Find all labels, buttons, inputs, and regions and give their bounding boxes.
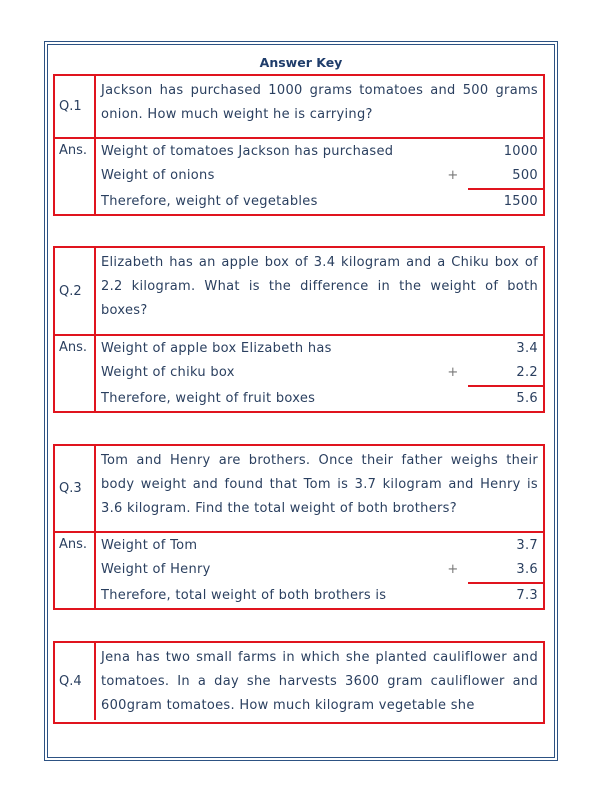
question-label: Q.1 bbox=[55, 76, 96, 137]
answer-line-text: Therefore, total weight of both brothers is bbox=[101, 588, 387, 603]
page-title: Answer Key bbox=[259, 55, 343, 70]
answer-line bbox=[101, 384, 538, 411]
answer-line bbox=[101, 360, 538, 384]
question-row bbox=[55, 446, 543, 531]
question-text: Tom and Henry are brothers. Once their father weighs their body weight and found that Tom is 3.7 kilogram and Henry is 3.6 kilogram. Find the total weight of both brothers? bbox=[101, 453, 538, 516]
sum-rule bbox=[468, 385, 545, 387]
answer-line-text: Therefore, weight of fruit boxes bbox=[101, 391, 316, 406]
question-block-2 bbox=[53, 246, 545, 413]
answer-line bbox=[101, 139, 538, 163]
question-label: Q.3 bbox=[55, 446, 96, 531]
answer-value: 1500 bbox=[503, 194, 538, 209]
answer-line bbox=[101, 557, 538, 581]
plus-sign: + bbox=[447, 364, 459, 380]
answer-value: 2.2 bbox=[516, 364, 538, 380]
question-row bbox=[55, 76, 543, 137]
plus-sign: + bbox=[447, 167, 459, 183]
question-label: Q.4 bbox=[55, 643, 96, 720]
answer-line bbox=[101, 187, 538, 214]
answer-value: 7.3 bbox=[516, 588, 538, 603]
answer-value: 3.4 bbox=[516, 340, 538, 356]
question-row bbox=[55, 643, 543, 720]
answer-line bbox=[101, 581, 538, 608]
answer-label: Ans. bbox=[55, 336, 96, 411]
question-row bbox=[55, 248, 543, 334]
sum-rule bbox=[468, 188, 545, 190]
answer-line-text: Weight of apple box Elizabeth has bbox=[101, 340, 332, 356]
question-label: Q.2 bbox=[55, 248, 96, 334]
question-block-3 bbox=[53, 444, 545, 610]
answer-line-text: Weight of tomatoes Jackson has purchased bbox=[101, 143, 394, 159]
answer-line bbox=[101, 163, 538, 187]
answer-line-text: Weight of onions bbox=[101, 167, 215, 183]
answer-row bbox=[55, 137, 543, 214]
answer-line-text: Weight of chiku box bbox=[101, 364, 235, 380]
answer-row bbox=[55, 334, 543, 411]
sum-rule bbox=[468, 582, 545, 584]
question-text: Jena has two small farms in which she planted cauliflower and tomatoes. In a day she harvests 3600 gram cauliflower and 600gram tomatoes. How much kilogram vegetable she bbox=[101, 650, 538, 713]
answer-value: 500 bbox=[512, 167, 538, 183]
answer-value: 3.7 bbox=[516, 537, 538, 553]
answer-label: Ans. bbox=[55, 533, 96, 608]
answer-line-text: Therefore, weight of vegetables bbox=[101, 194, 318, 209]
answer-line-text: Weight of Henry bbox=[101, 561, 211, 577]
plus-sign: + bbox=[447, 561, 459, 577]
answer-line bbox=[101, 336, 538, 360]
answer-value: 1000 bbox=[503, 143, 538, 159]
question-text: Elizabeth has an apple box of 3.4 kilogram and a Chiku box of 2.2 kilogram. What is the difference in the weight of both boxes? bbox=[101, 255, 538, 318]
answer-value: 5.6 bbox=[516, 391, 538, 406]
question-block-1 bbox=[53, 74, 545, 216]
answer-line-text: Weight of Tom bbox=[101, 537, 198, 553]
question-block-4 bbox=[53, 641, 545, 724]
answer-line bbox=[101, 533, 538, 557]
answer-row bbox=[55, 531, 543, 608]
question-text: Jackson has purchased 1000 grams tomatoes and 500 grams onion. How much weight he is carrying? bbox=[101, 83, 538, 122]
answer-value: 3.6 bbox=[516, 561, 538, 577]
answer-label: Ans. bbox=[55, 139, 96, 214]
